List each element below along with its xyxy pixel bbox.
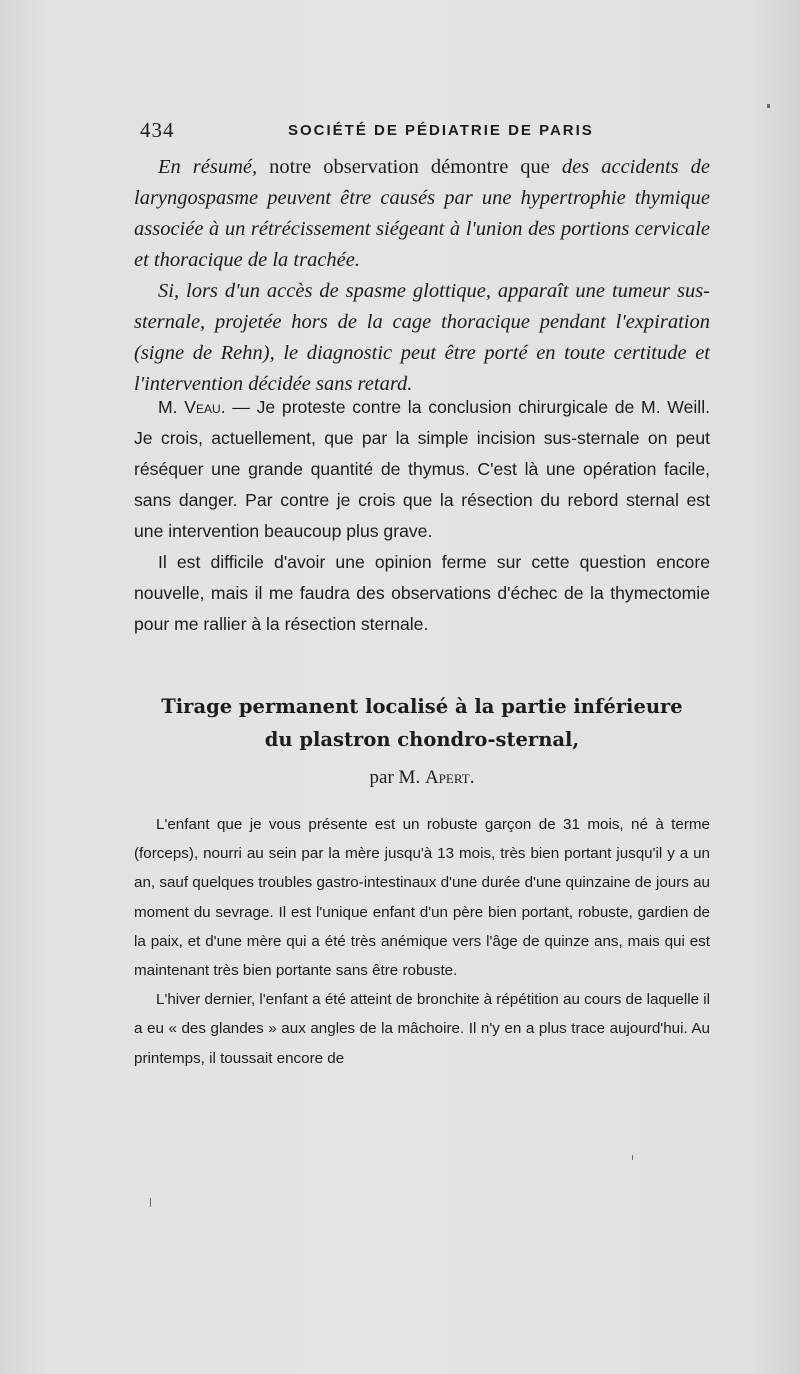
scan-speck [150, 1198, 151, 1207]
speaker-prefix: M. [158, 397, 185, 417]
conclusion-paragraph-1 [134, 152, 710, 276]
article-body [134, 810, 710, 1073]
article-title [134, 690, 710, 756]
article-title-line-1: Tirage permanent localisé à la partie inférieure [161, 695, 683, 718]
article-paragraph-1: L'enfant que je vous présente est un robuste garçon de 31 mois, né à terme (forceps), nourri au sein par la mère jusqu'à 13 mois, très bien portant jusqu'il y a un an, sauf quelques troubles gastro-intestinaux d'une durée d'une quinzaine de jours au moment du sevrage. Il est l'unique enfant d'un père bien portant, robuste, gardien de la paix, et d'une mère qui a été très anémique vers l'âge de quinze ans, mais qui est maintenant très bien portante sans être robuste. [134, 816, 710, 980]
conclusion-section [134, 152, 710, 400]
byline-author: Apert [424, 767, 470, 788]
discussion-text: . — Je proteste contre la conclusion chirurgicale de M. Weill. Je crois, actuellement, que par la simple incision sus-sternale on peut réséquer une grande quantité de thymus. C'est là une opération facile, sans danger. Par contre je crois que la résection du rebord sternal est une intervention beaucoup plus grave. [134, 397, 710, 541]
conclusion-rest: des accidents de laryngospasme peuvent être causés par une hypertrophie thymique associée à un rétrécissement siégeant à l'union des portions cervicale et thoracique de la trachée. [134, 156, 711, 271]
discussion-paragraph-1 [134, 392, 710, 547]
running-title: SOCIÉTÉ DE PÉDIATRIE DE PARIS [288, 122, 594, 139]
scan-speck [632, 1155, 633, 1160]
page-number: 434 [140, 118, 175, 142]
page-header [140, 118, 710, 148]
conclusion-paragraph-2: Si, lors d'un accès de spasme glottique, apparaît une tumeur sus-sternale, projetée hors de la cage thoracique pendant l'expiration (signe de Rehn), le diagnostic peut être porté en toute certitude et l'intervention décidée sans retard. [134, 280, 710, 395]
article-byline [134, 767, 710, 789]
byline-prefix: par M. [369, 767, 425, 788]
discussion-section [134, 392, 710, 640]
conclusion-mid: notre observation démontre que [257, 156, 562, 178]
scan-speck [767, 104, 770, 108]
conclusion-lead: En résumé, [158, 156, 258, 178]
article-paragraph-2: L'hiver dernier, l'enfant a été atteint de bronchite à répétition au cours de laquelle il a eu « des glandes » aux angles de la mâchoire. Il n'y en a plus trace aujourd'hui. Au printemps, il toussait encore de [134, 991, 710, 1067]
speaker-name: Veau [184, 397, 221, 417]
article-title-line-2: du plastron chondro-sternal, [264, 728, 580, 751]
byline-suffix: . [469, 767, 475, 788]
discussion-paragraph-2: Il est difficile d'avoir une opinion ferme sur cette question encore nouvelle, mais il me faudra des observations d'échec de la thymectomie pour me rallier à la résection sternale. [134, 552, 710, 634]
